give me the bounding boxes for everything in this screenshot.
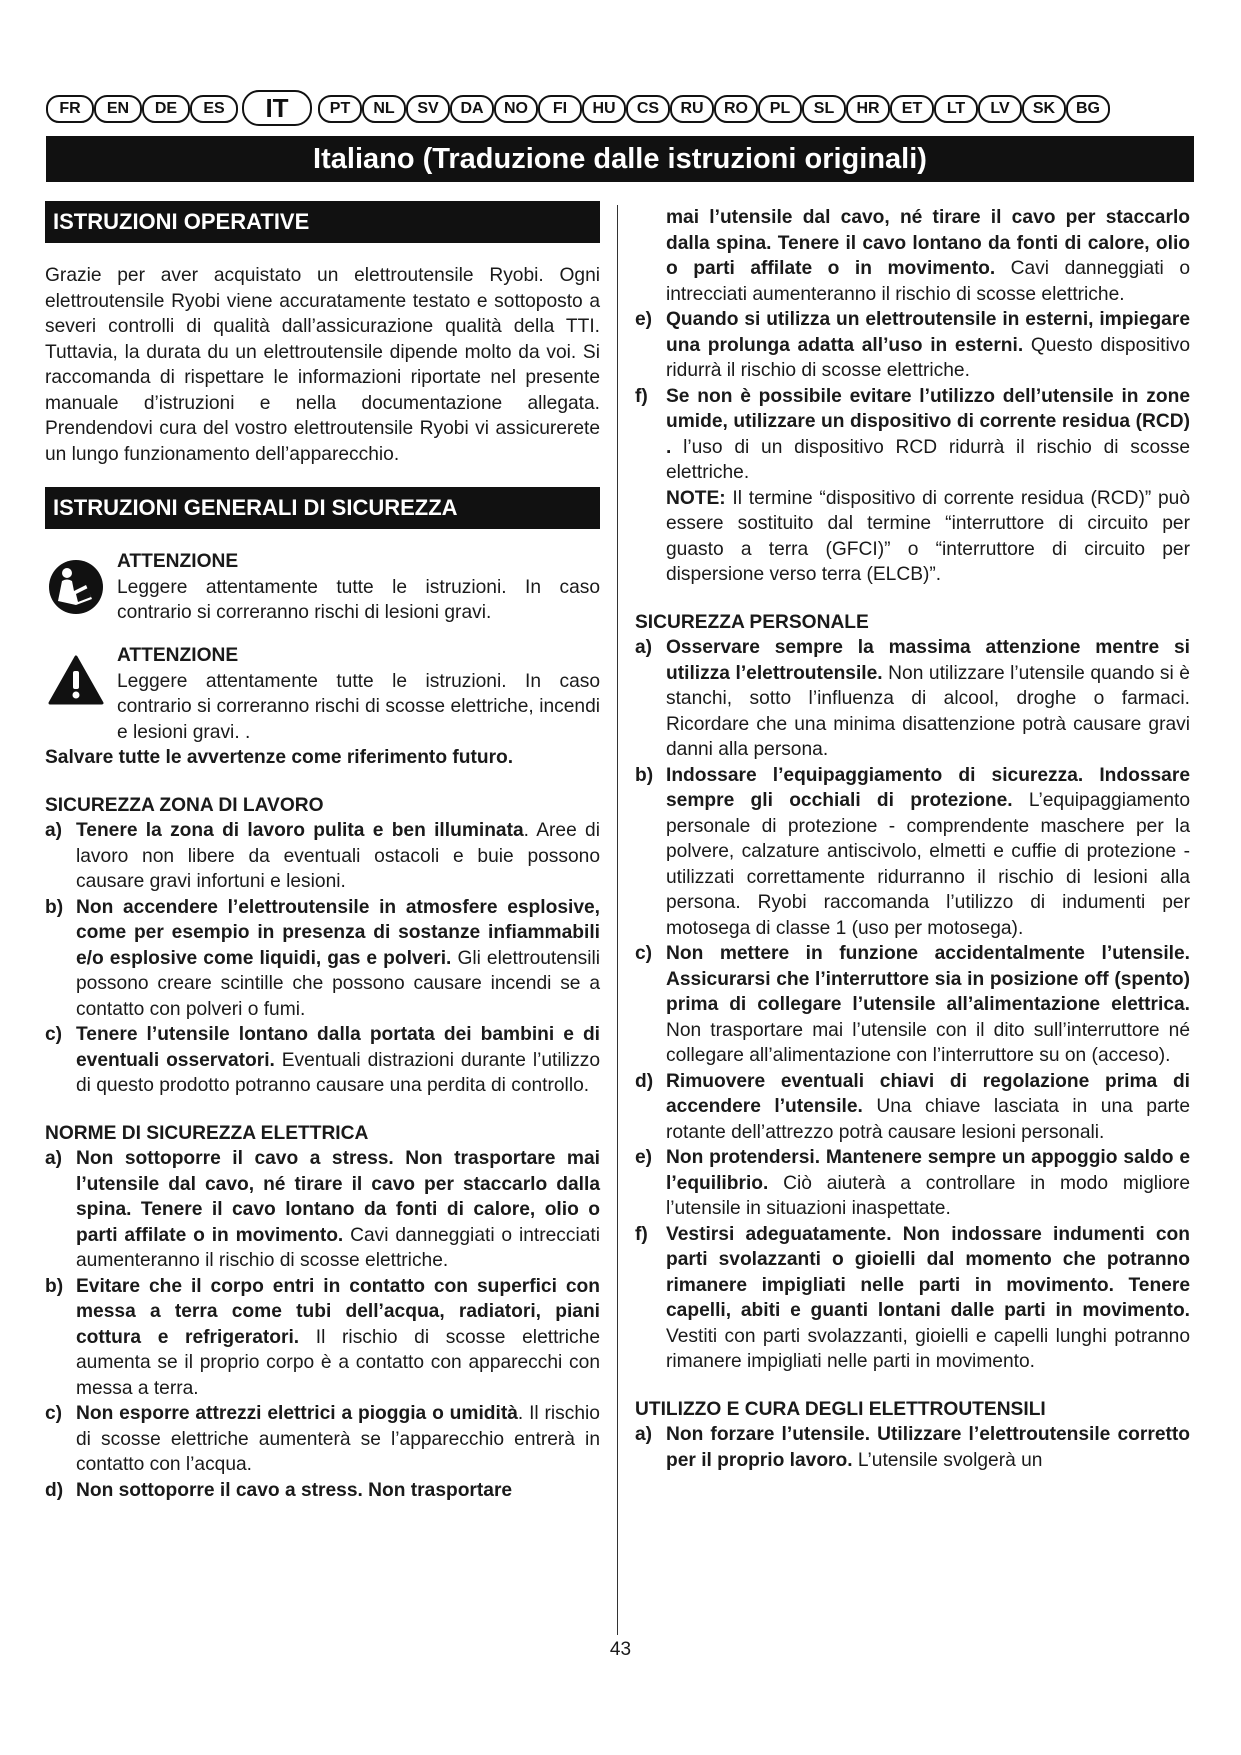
item-text: Questo dispositivo ridurrà il rischio di scosse elettriche. bbox=[666, 334, 1190, 381]
list-item bbox=[635, 384, 1190, 486]
lang-tab-hu[interactable]: HU bbox=[582, 95, 626, 123]
item-label: c) bbox=[635, 943, 653, 964]
item-bold-text: Non mettere in funzione accidentalmente l’utensile. Assicurarsi che l’interruttore sia in posizione off (spento) prima di collegare l’utensile all’alimentazione elettrica. bbox=[666, 943, 1190, 1015]
item-text: L’equipaggiamento personale di protezione - comprendente maschere per la polvere, calzature antiscivolo, elmetti e cuffie di protezione - utilizzati correttamente ridurranno il rischio di lesioni alla persona. Ryobi raccomanda l’utilizzo di indumenti per motosega di classe 1 (uso per motosega). bbox=[666, 790, 1190, 939]
item-label: f) bbox=[635, 1223, 648, 1245]
item-bold-text: mai l’utensile dal cavo, né tirare il cavo per staccarlo dalla spina. Tenere il cavo lontano da fonti di calore, olio o parti affilate o in movimento. bbox=[666, 207, 1190, 279]
item-text: Cavi danneggiati o intrecciati aumenteranno il rischio di scosse elettriche. bbox=[666, 258, 1190, 305]
list-item bbox=[45, 1146, 600, 1274]
page-title: Italiano (Traduzione dalle istruzioni originali) bbox=[46, 136, 1194, 182]
item-bold-text: Non accendere l’elettroutensile in atmosfere esplosive, come per esempio in presenza di sostanze infiammabili e/o esplosive come liquidi, gas e polveri. bbox=[76, 896, 600, 969]
lang-tab-lv[interactable]: LV bbox=[978, 95, 1022, 123]
item-label: a) bbox=[635, 637, 653, 658]
item-bold-text: Quando si utilizza un elettroutensile in esterni, impiegare una prolunga adatta all’uso in esterni. bbox=[666, 309, 1190, 356]
item-label: a) bbox=[45, 1148, 63, 1169]
column-divider bbox=[617, 205, 618, 1635]
item-bold-text: Non protendersi. Mantenere sempre un appoggio saldo e l’equilibrio. bbox=[666, 1147, 1190, 1194]
warning-text: Leggere attentamente tutte le istruzioni. In caso contrario si correranno rischi di scosse elettriche, incendi e lesioni gravi. . bbox=[117, 670, 600, 743]
list-item bbox=[635, 1222, 1190, 1375]
warning-block-hazard bbox=[45, 643, 600, 745]
warning-title: ATTENZIONE bbox=[117, 645, 239, 666]
lang-tab-ru[interactable]: RU bbox=[670, 95, 714, 123]
item-bold-text: Non sottoporre il cavo a stress. Non trasportare mai l’utensile dal cavo, né tirare il cavo per staccarlo dalla spina. Tenere il cavo lontano da fonti di calore, olio o parti affilate o in movimento. bbox=[76, 1148, 600, 1246]
item-label: b) bbox=[45, 896, 64, 918]
left-column bbox=[45, 201, 600, 1503]
item-label: d) bbox=[635, 1070, 654, 1092]
item-bold-text: Se non è possibile evitare l’utilizzo dell’utensile in zone umide, utilizzare un dispositivo di corrente residua (RCD) . bbox=[666, 385, 1190, 458]
section-heading-general-safety: ISTRUZIONI GENERALI DI SICUREZZA bbox=[45, 487, 600, 529]
item-bold-text: Non forzare l’utensile. Utilizzare l’elettroutensile corretto per il proprio lavoro. bbox=[666, 1424, 1190, 1471]
note-text: Il termine “dispositivo di corrente residua (RCD)” può essere sostituito dal termine “interruttore di circuito per guasto a terra (GFCI)” o “interruttore di circuito per dispersione verso terra (ELCB)”. bbox=[666, 487, 1190, 585]
lang-tab-es[interactable]: ES bbox=[190, 95, 238, 123]
lang-tab-ro[interactable]: RO bbox=[714, 95, 758, 123]
list-item bbox=[45, 895, 600, 1023]
save-instructions-note: Salvare tutte le avvertenze come riferimento futuro. bbox=[45, 747, 514, 768]
lang-tab-sv[interactable]: SV bbox=[406, 95, 450, 123]
lang-tab-bg[interactable]: BG bbox=[1066, 95, 1110, 123]
page-number: 43 bbox=[609, 1639, 632, 1660]
lang-tab-no[interactable]: NO bbox=[494, 95, 538, 123]
item-label: d) bbox=[45, 1479, 64, 1501]
item-bold-text: Osservare sempre la massima attenzione mentre si utilizza l’elettroutensile. bbox=[666, 637, 1190, 684]
list-item bbox=[45, 1274, 600, 1402]
item-label: a) bbox=[45, 820, 63, 841]
warning-text: Leggere attentamente tutte le istruzioni. In caso contrario si correranno rischi di lesioni gravi. bbox=[117, 576, 600, 623]
item-label: e) bbox=[635, 309, 653, 330]
list-item bbox=[635, 941, 1190, 1069]
section-heading-operating: ISTRUZIONI OPERATIVE bbox=[45, 201, 600, 243]
lang-tab-hr[interactable]: HR bbox=[846, 95, 890, 123]
item-text: Non utilizzare l’utensile quando si è stanchi, sotto l’influenza di alcool, droghe o farmaci. Ricordare che una minima disattenzione potrà causare gravi danni alla persona. bbox=[666, 662, 1190, 760]
list-item bbox=[635, 1422, 1190, 1473]
item-label: e) bbox=[635, 1147, 653, 1168]
item-text: Una chiave lasciata in una parte rotante dell’attrezzo potrà causare lesioni personali. bbox=[666, 1096, 1191, 1143]
note-label: NOTE: bbox=[666, 487, 726, 509]
lang-tab-da[interactable]: DA bbox=[450, 95, 494, 123]
item-text: L’utensile svolgerà un bbox=[852, 1449, 1043, 1471]
intro-paragraph: Grazie per aver acquistato un elettroutensile Ryobi. Ogni elettroutensile Ryobi viene accuratamente testato e sottoposto a severi controlli di qualità dall’assicurazione qualità della TTI. Tuttavia, la durata du un elettroutensile dipende molto da voi. Si raccomanda di rispettare le informazioni riportate nel presente manuale d’istruzioni e nella documentazione allegata. Prendendovi cura del vostro elettroutensile Ryobi vi assicurerete un lungo funzionamento dell’apparecchio. bbox=[45, 265, 600, 465]
item-text: Vestiti con parti svolazzanti, gioielli e capelli lunghi potranno rimanere impigliati nelle parti in movimento. bbox=[666, 1325, 1190, 1372]
item-text: Eventuali distrazioni durante l’utilizzo di questo prodotto potranno causare una perdita di controllo. bbox=[76, 1049, 600, 1096]
subheading-electrical-safety: NORME DI SICUREZZA ELETTRICA bbox=[45, 1122, 369, 1144]
item-text: Cavi danneggiati o intrecciati aumenteranno il rischio di scosse elettriche. bbox=[76, 1224, 600, 1271]
lang-tab-pl[interactable]: PL bbox=[758, 95, 802, 123]
item-bold-text: Tenere l’utensile lontano dalla portata dei bambini e di eventuali osservatori. bbox=[76, 1024, 600, 1071]
list-item bbox=[635, 1069, 1190, 1146]
list-item bbox=[635, 763, 1190, 942]
list-item bbox=[45, 1478, 600, 1504]
warning-title: ATTENZIONE bbox=[117, 551, 239, 572]
lang-tab-lt[interactable]: LT bbox=[934, 95, 978, 123]
list-item bbox=[635, 635, 1190, 763]
list-item bbox=[45, 818, 600, 895]
lang-tab-it[interactable]: IT bbox=[242, 90, 312, 126]
lang-tab-nl[interactable]: NL bbox=[362, 95, 406, 123]
warning-block-read-manual bbox=[45, 549, 600, 627]
list-item bbox=[45, 1401, 600, 1478]
read-manual-icon bbox=[48, 559, 104, 615]
list-item bbox=[45, 1022, 600, 1099]
item-bold-text: Evitare che il corpo entri in contatto con superfici con messa a terra come tubi dell’acqua, radiatori, piani cottura e refrigeratori. bbox=[76, 1275, 600, 1348]
lang-tab-fr[interactable]: FR bbox=[46, 95, 94, 123]
item-text: Non trasportare mai l’utensile con il dito sull’interruttore né collegare all’alimentazione con l’interruttore su on (acceso). bbox=[666, 1019, 1190, 1066]
note bbox=[635, 486, 1190, 588]
lang-tab-pt[interactable]: PT bbox=[318, 95, 362, 123]
item-bold-text: Rimuovere eventuali chiavi di regolazione prima di accendere l’utensile. bbox=[666, 1070, 1190, 1117]
item-label: f) bbox=[635, 385, 648, 407]
lang-tab-en[interactable]: EN bbox=[94, 95, 142, 123]
item-label: b) bbox=[635, 764, 654, 786]
item-text: . Aree di lavoro non libere da eventuali ostacoli e buie possono causare gravi infortuni e lesioni. bbox=[76, 820, 600, 892]
list-item bbox=[635, 307, 1190, 384]
item-bold-text: Tenere la zona di lavoro pulita e ben illuminata bbox=[76, 820, 524, 841]
subheading-tool-use-care: UTILIZZO E CURA DEGLI ELETTROUTENSILI bbox=[635, 1398, 1046, 1420]
lang-tab-cs[interactable]: CS bbox=[626, 95, 670, 123]
item-text: l’uso di un dispositivo RCD ridurrà il rischio di scosse elettriche. bbox=[666, 436, 1190, 483]
item-text: Il rischio di scosse elettriche aumenta se il proprio corpo è a contatto con apparecchi con messa a terra. bbox=[76, 1326, 600, 1399]
lang-tab-sl[interactable]: SL bbox=[802, 95, 846, 123]
item-text: Ciò aiuterà a controllare in modo migliore l’utensile in situazioni inaspettate. bbox=[666, 1172, 1190, 1219]
item-bold-text: Non esporre attrezzi elettrici a pioggia o umidità bbox=[76, 1403, 518, 1424]
lang-tab-fi[interactable]: FI bbox=[538, 95, 582, 123]
subheading-work-area: SICUREZZA ZONA DI LAVORO bbox=[45, 794, 324, 816]
list-item-continued bbox=[635, 205, 1190, 307]
warning-triangle-icon bbox=[48, 653, 104, 709]
lang-tab-de[interactable]: DE bbox=[142, 95, 190, 123]
right-column bbox=[635, 205, 1190, 1473]
item-label: a) bbox=[635, 1424, 653, 1445]
lang-tab-et[interactable]: ET bbox=[890, 95, 934, 123]
list-item bbox=[635, 1145, 1190, 1222]
lang-tab-sk[interactable]: SK bbox=[1022, 95, 1066, 123]
item-text: . Il rischio di scosse elettriche aumenterà se l’apparecchio entrerà in contatto con l’acqua. bbox=[76, 1403, 600, 1475]
item-label: c) bbox=[45, 1403, 63, 1424]
item-label: b) bbox=[45, 1275, 64, 1297]
item-label: c) bbox=[45, 1024, 63, 1045]
subheading-personal-safety: SICUREZZA PERSONALE bbox=[635, 611, 869, 633]
item-text: Gli elettroutensili possono creare scintille che possono causare incendi se a contatto con polveri o fumi. bbox=[76, 947, 600, 1020]
language-selector bbox=[46, 90, 1196, 126]
item-bold-text: Non sottoporre il cavo a stress. Non trasportare bbox=[76, 1479, 513, 1501]
item-bold-text: Vestirsi adeguatamente. Non indossare indumenti con parti svolazzanti o gioielli dal momento che potranno rimanere impigliati nelle parti in movimento. Tenere capelli, abiti e guanti lontani dalle parti in movimento. bbox=[666, 1223, 1190, 1321]
item-bold-text: Indossare l’equipaggiamento di sicurezza. Indossare sempre gli occhiali di protezione. bbox=[666, 764, 1190, 811]
